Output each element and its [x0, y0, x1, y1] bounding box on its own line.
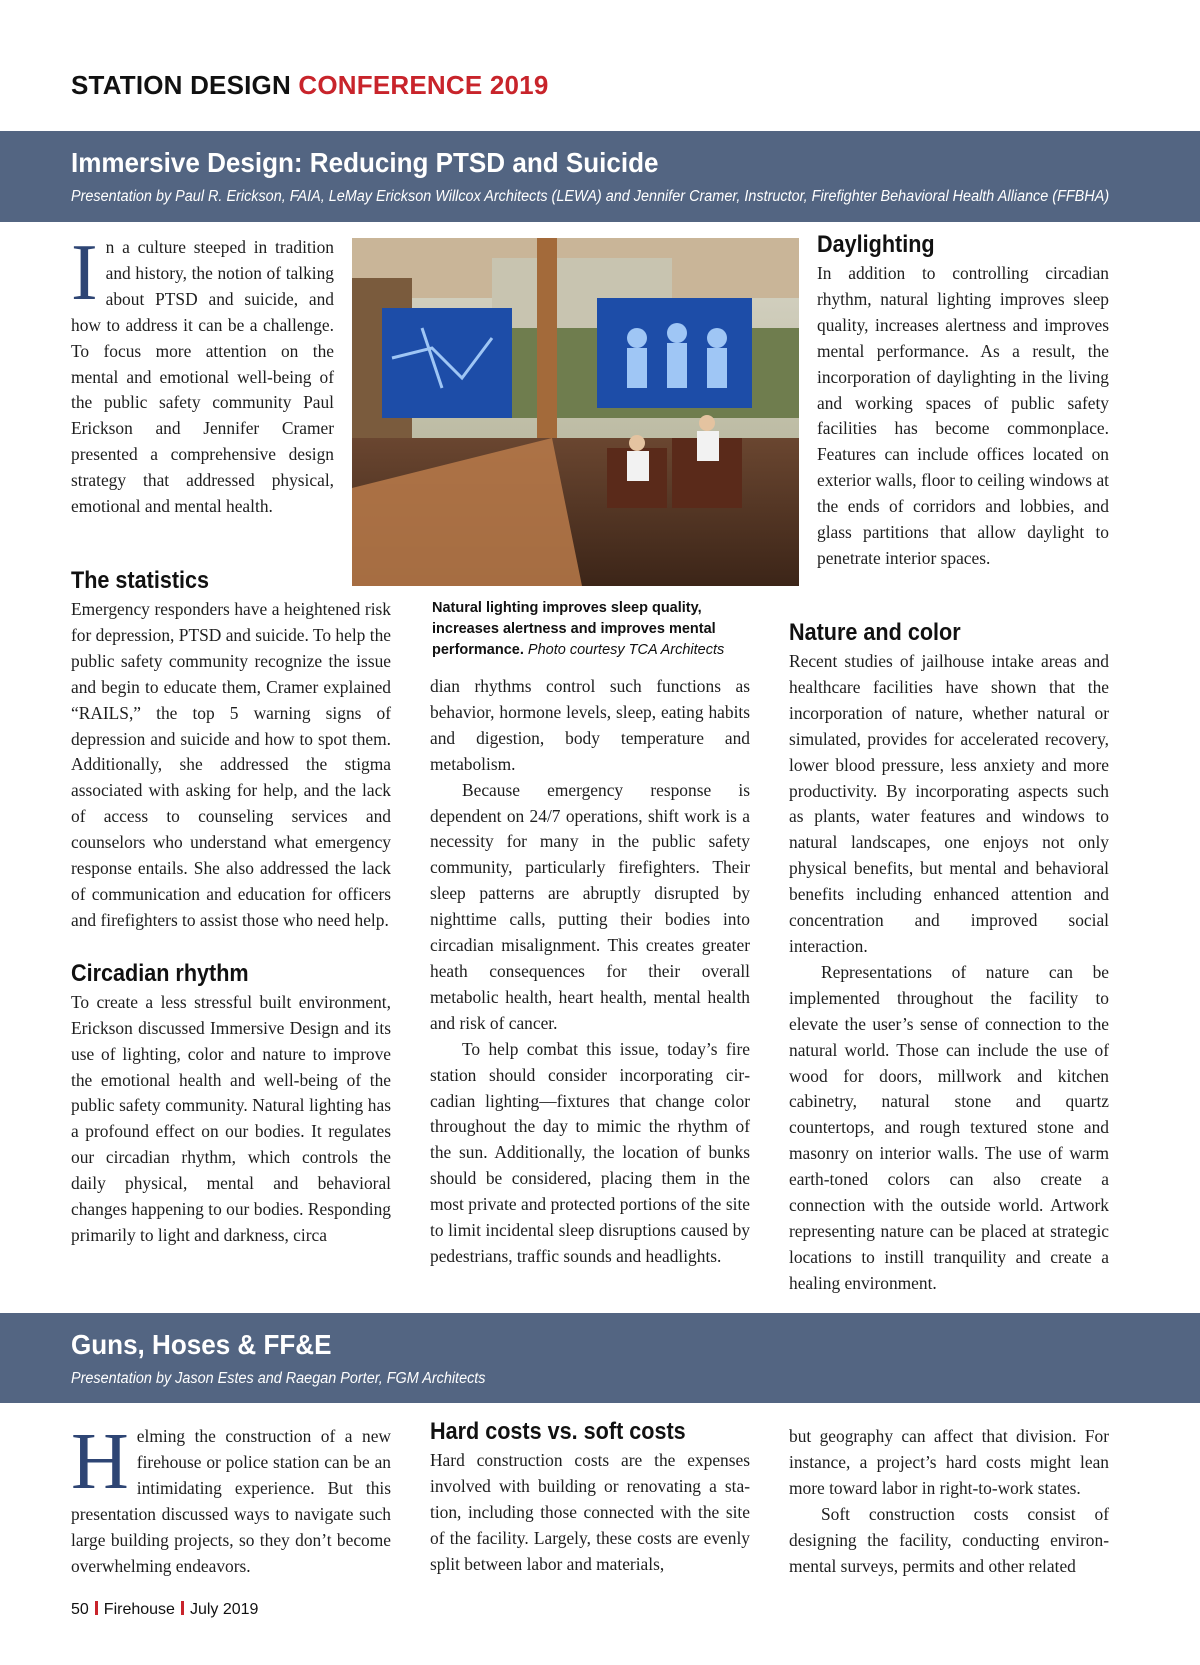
nature-paragraph-1: Recent studies of jailhouse intake areas and healthcare facilities have shown that the incorporation of nature, whether natural or simulated, provides for accelerated recovery, lower blood pressure, less anxiety and more productivity. By incorporating aspects such as plants, water features and windows to natural landscapes, one enjoys not only physical benefits, but mental and behavioral benefits including enhanced attention and concentration and improved social interaction. [789, 651, 1109, 956]
article2-header-band [0, 1313, 1200, 1403]
heading-nature-color: Nature and color [789, 619, 961, 646]
article1-title: Immersive Design: Reducing PTSD and Suicide [71, 147, 659, 178]
article1-header-band [0, 131, 1200, 222]
article2-column-1 [71, 1418, 391, 1579]
article2-intro-text: elming the construction of a new firehouse or police station can be an intimidating experience. But this presentation discussed ways to navigate such large building projects, so they don’t become overwhelming endeavors. [71, 1426, 391, 1576]
article2-title: Guns, Hoses & FF&E [71, 1329, 332, 1360]
magazine-name: Firehouse [103, 1601, 175, 1618]
section-kicker [71, 70, 548, 101]
heading-hard-soft-costs: Hard costs vs. soft costs [430, 1418, 686, 1445]
statistics-text: Emergency responders have a heightened risk for depression, PTSD and suicide. To help the public safety community recognize the issue and begin to educate them, Cramer explained “RAILS,” the top 5 warning signs of depression and suicide and how to spot them. Additionally, she addressed the stigma associated with asking for help, and the lack of access to counseling services and counselors who understand what emergency response entails. She also addressed the lack of communication and education for officers and firefighters to assist those who need help. [71, 599, 391, 930]
photo-caption [432, 598, 752, 660]
right-paragraph-2: Soft construction costs consist of designing the facility, conducting environmental surveys, permits and other related [789, 1503, 1109, 1576]
intro-text: n a culture steeped in tradition and history, the notion of talking about PTSD and suicide, and how to address it can be a challenge. To focus more attention on the mental and emotional well-being of the public safety community Paul Erickson and Jennifer Cramer presented a comprehensive design strategy that addressed physical, emotional and mental health. [71, 237, 334, 517]
right-paragraph-1: but geography can affect that division. For instance, a project’s hard costs might lean more toward labor in right-to-work states. [789, 1426, 1109, 1498]
heading-daylighting: Daylighting [817, 231, 935, 258]
photo-lounge [352, 238, 799, 586]
dropcap-i: I [71, 229, 98, 317]
folio-divider [95, 1601, 98, 1615]
article1-intro [71, 229, 334, 520]
nature-paragraph-2: Representations of nature can be implemented throughout the facility to elevate the user’s sense of connection to the natural world. Those can include the use of wood for doors, millwork and kitchen cabinetry, natural stone and quartz countertops, and rough textured stone and masonry on interior walls. The use of warm earth-toned colors can also create a connection with the outside world. Artwork representing nature can be placed at strategic locations to instill tranquility and create a healing environment. [789, 961, 1109, 1293]
kicker-main: STATION DESIGN [71, 70, 291, 100]
folio-divider [181, 1601, 184, 1615]
circadian-text: To create a less stressful built environment, Erickson discussed Immersive Design and its use of lighting, color and nature to improve the emotional health and well-being of the public safety community. Natural lighting has a profound effect on our bodies. It regulates our circadian rhythm, which controls the daily physical, mental and behavioral changes happening to our bodies. Responding primarily to light and darkness, circa [71, 991, 391, 1245]
caption-bold: Natural lighting improves sleep quality, increases alertness and improves mental performance. [432, 600, 716, 658]
caption-credit: Photo courtesy TCA Architects [527, 641, 725, 658]
article1-column-1 [71, 565, 391, 1249]
mid-paragraph-1: dian rhythms control such functions as behavior, hormone levels, sleep, eating habits and digestion, body temperature and metabolism. [430, 676, 750, 774]
page-folio [71, 1601, 258, 1619]
article1-column-3 [789, 617, 1109, 1297]
heading-circadian: Circadian rhythm [71, 959, 249, 987]
photo-illustration [352, 238, 799, 586]
article1-column-2 [430, 674, 750, 1270]
heading-statistics: The statistics [71, 567, 210, 594]
mid-paragraph-2: Because emergency response is dependent on 24/7 operations, shift work is a necessity for many in the public safety community, particularly firefighters. Their sleep patterns are abruptly disrupted by nighttime calls, putting their bodies into circadian misalignment. This creates greater heath consequences for their overall metabolic health, heart health, mental health and risk of cancer. [430, 779, 750, 1033]
article1-byline: Presentation by Paul R. Erickson, FAIA, LeMay Erickson Willcox Architects (LEWA) and Jennifer Cramer, Instructor, Firefighter Behavioral Health Alliance (FFBHA) [71, 188, 1110, 205]
page-number: 50 [71, 1601, 89, 1618]
daylighting-text: In addition to controlling circadian rhythm, natural lighting improves sleep quality, increases alertness and improves mental performance. As a result, the incorporation of daylighting in the living and working spaces of public safety facilities has become commonplace. Features can include offices located on exterior walls, floor to ceiling windows at the ends of corridors and lobbies, and glass partitions that allow daylight to penetrate interior spaces. [817, 263, 1109, 568]
costs-text: Hard construction costs are the expenses involved with building or renovating a station, including those connected with the site of the facility. Largely, these costs are evenly split between labor and materials, [430, 1450, 750, 1574]
article2-column-3 [789, 1424, 1109, 1579]
dropcap-h: H [71, 1418, 129, 1506]
issue-date: July 2019 [189, 1601, 259, 1618]
mid-paragraph-3: To help combat this issue, today’s fire station should consider incorporating circadian lighting—fixtures that change color throughout the day to mimic the rhythm of the sun. Additionally, the location of bunks should be considered, placing them in the most private and protected portions of the site to limit incidental sleep disruptions caused by pedestrians, traffic sounds and headlights. [430, 1038, 750, 1266]
kicker-accent: CONFERENCE 2019 [298, 70, 549, 100]
daylighting-block [817, 229, 1109, 572]
article2-column-2 [430, 1416, 750, 1578]
article2-byline: Presentation by Jason Estes and Raegan Porter, FGM Architects [71, 1370, 486, 1387]
